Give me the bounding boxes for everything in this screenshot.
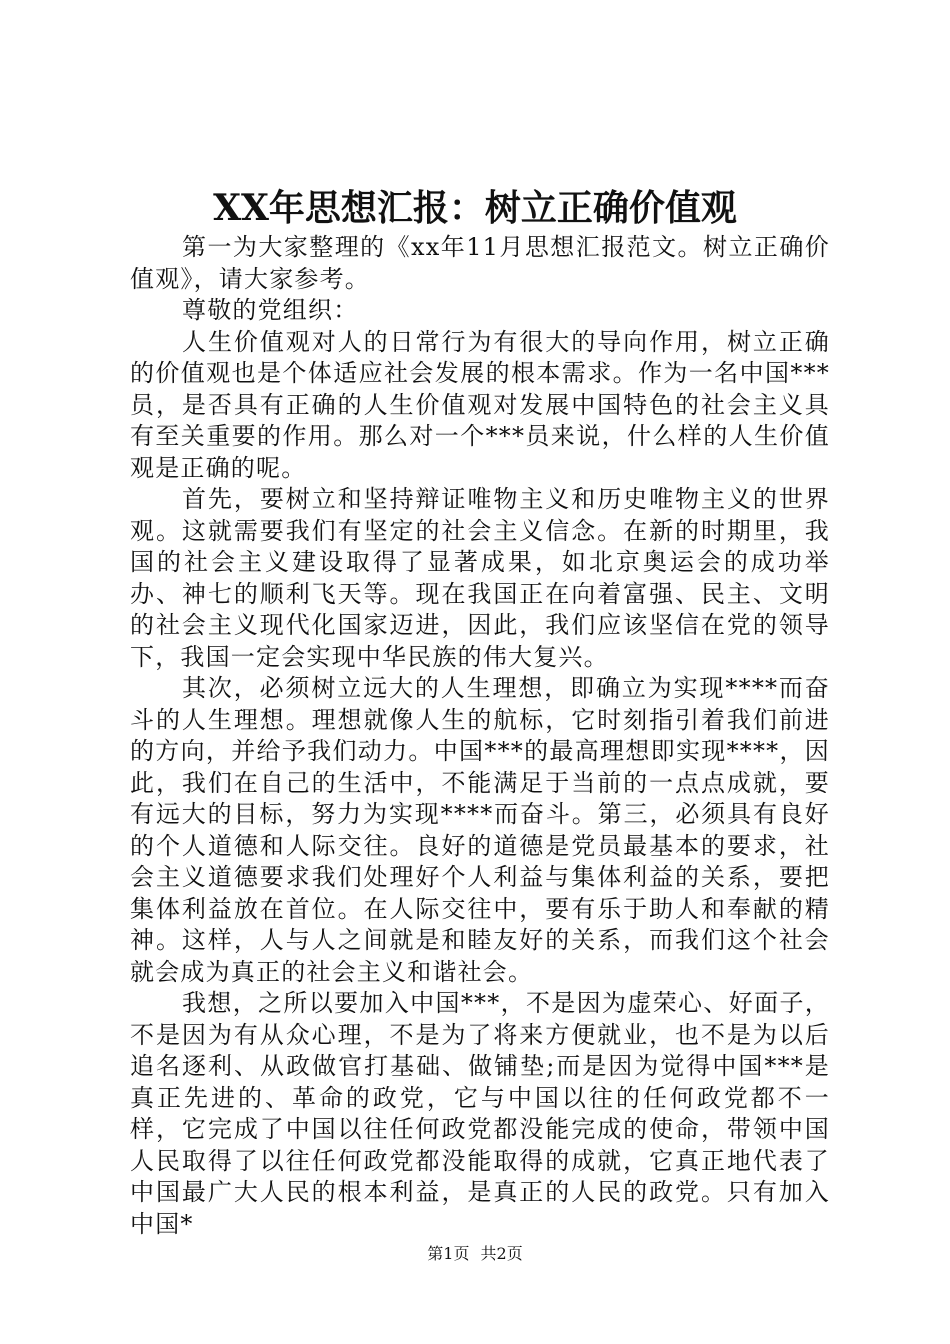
paragraph-body: 人生价值观对人的日常行为有很大的导向作用，树立正确的价值观也是个体适应社会发展的根本需求。作为一名中国***员，是否具有正确的人生价值观对发展中国特色的社会主义具有至关重要的作用。那么对一个***员来说，什么样的人生价值观是正确的呢。 [130,327,830,482]
page-total: 共2页 [480,1244,523,1263]
document-title: XX年思想汇报：树立正确价值观 [213,187,737,229]
paragraph-body: 首先，要树立和坚持辩证唯物主义和历史唯物主义的世界观。这就需要我们有坚定的社会主义信念。在新的时期里，我国的社会主义建设取得了显著成果，如北京奥运会的成功举办、神七的顺利飞天等。现在我国正在向着富强、民主、文明的社会主义现代化国家迈进，因此，我们应该坚信在党的领导下，我国一定会实现中华民族的伟大复兴。 [130,485,830,671]
paragraph-salutation: 尊敬的党组织： [182,296,359,324]
page-footer [0,1242,950,1266]
paragraph-body: 我想，之所以要加入中国***，不是因为虚荣心、好面子，不是因为有从众心理，不是为了将来方便就业，也不是为以后追名逐利、从政做官打基础、做铺垫;而是因为觉得中国***是真正先进的、革命的政党，它与中国以往的任何政党都不一样，它完成了中国以往任何政党都没能完成的使命，带领中国人民取得了以往任何政党都没能取得的成就，它真正地代表了中国最广大人民的根本利益，是真正的人民的政党。只有加入中国* [130,989,830,1238]
paragraph-body: 其次，必须树立远大的人生理想，即确立为实现****而奋斗的人生理想。理想就像人生的航标，它时刻指引着我们前进的方向，并给予我们动力。中国***的最高理想即实现****，因此，我们在自己的生活中，不能满足于当前的一点点成就，要有远大的目标，努力为实现****而奋斗。第三，必须具有良好的个人道德和人际交往。良好的道德是党员最基本的要求，社会主义道德要求我们处理好个人利益与集体利益的关系，要把集体利益放在首位。在人际交往中，要有乐于助人和奉献的精神。这样，人与人之间就是和睦友好的关系，而我们这个社会就会成为真正的社会主义和谐社会。 [130,674,830,986]
document-body [130,232,830,1240]
page-number: 第1页 [427,1244,470,1263]
paragraph-intro: 第一为大家整理的《xx年11月思想汇报范文。树立正确价值观》，请大家参考。 [130,233,830,293]
